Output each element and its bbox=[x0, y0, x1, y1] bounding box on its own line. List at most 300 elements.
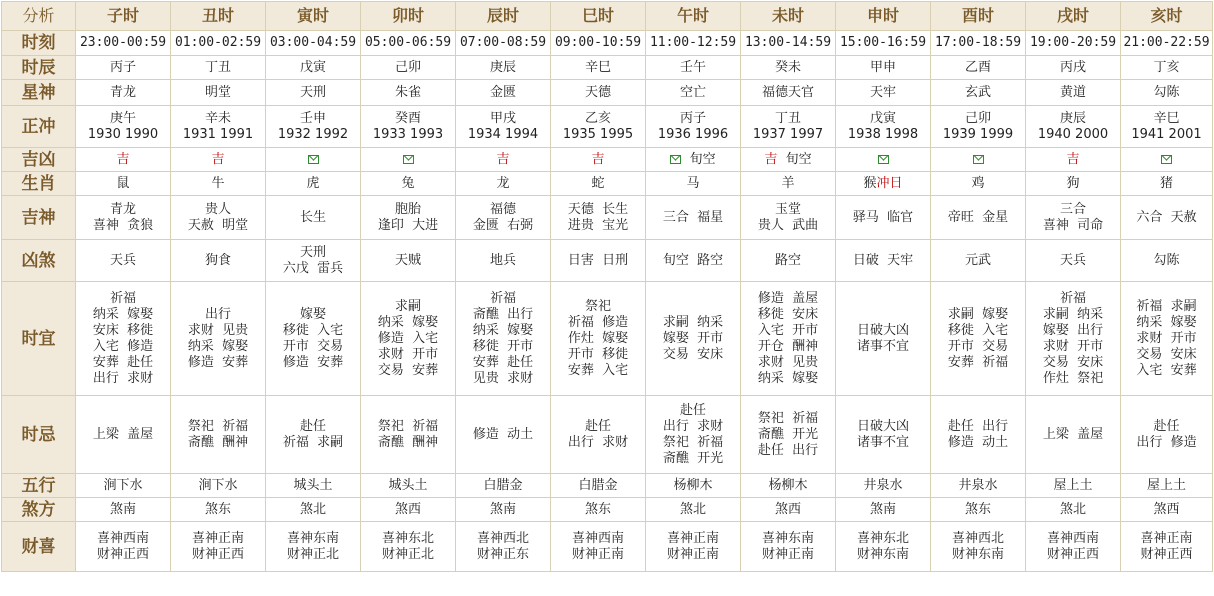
cell-line: 天刑 bbox=[299, 244, 326, 260]
jishen-cell bbox=[266, 196, 361, 240]
wuxing-cell: 城头土 bbox=[266, 474, 361, 498]
shichen-cell: 丁亥 bbox=[1121, 56, 1213, 80]
hour-header-8: 申时 bbox=[836, 2, 931, 31]
cell-line: 祈福 bbox=[109, 290, 136, 306]
animal-text: 虎 bbox=[306, 175, 320, 191]
cell-line: 天兵 bbox=[109, 252, 136, 268]
shichen-cell: 戊寅 bbox=[266, 56, 361, 80]
hour-header-7: 未时 bbox=[741, 2, 836, 31]
cell-line: 金匮 右弼 bbox=[472, 217, 534, 233]
cell-line: 嫁娶 出行 bbox=[1042, 322, 1104, 338]
shengxiao-cell bbox=[551, 172, 646, 196]
caixi-cell bbox=[551, 522, 646, 572]
cell-line: 赴任 出行 bbox=[947, 418, 1009, 434]
shiji-cell bbox=[1121, 396, 1213, 474]
cell-line: 贵人 bbox=[204, 201, 231, 217]
cell-line: 诸事不宜 bbox=[856, 338, 909, 354]
cell-line: 交易 安床 bbox=[1042, 354, 1104, 370]
shike-cell: 09:00-10:59 bbox=[551, 31, 646, 56]
cell-line: 路空 bbox=[774, 252, 801, 268]
jixiong-cell bbox=[1026, 148, 1121, 172]
ji-text: 吉 bbox=[496, 151, 510, 167]
row-jixiong bbox=[2, 148, 1213, 172]
hour-header-1: 丑时 bbox=[171, 2, 266, 31]
jishen-cell bbox=[1121, 196, 1213, 240]
xingshen-cell: 金匮 bbox=[456, 80, 551, 106]
row-label-caixi: 财喜 bbox=[2, 522, 76, 572]
cell-line: 财神东南 bbox=[951, 546, 1004, 562]
xiongsha-cell bbox=[266, 240, 361, 282]
cell-line: 安葬 赴任 bbox=[472, 354, 534, 370]
cell-line: 修造 安葬 bbox=[282, 354, 344, 370]
cell-line: 喜神 司命 bbox=[1042, 217, 1104, 233]
caixi-cell bbox=[741, 522, 836, 572]
animal-text: 兔 bbox=[401, 175, 415, 191]
xiongsha-cell bbox=[361, 240, 456, 282]
cell-line: 祭祀 祈福 bbox=[187, 418, 249, 434]
zhengchong-cell bbox=[361, 106, 456, 148]
cell-line: 贵人 武曲 bbox=[757, 217, 819, 233]
shengxiao-cell bbox=[741, 172, 836, 196]
xiongsha-cell bbox=[76, 240, 171, 282]
cell-line: 开市 移徙 bbox=[567, 346, 629, 362]
cell-line: 狗食 bbox=[204, 252, 231, 268]
shichen-cell: 乙酉 bbox=[931, 56, 1026, 80]
cell-line: 求嗣 嫁娶 bbox=[947, 306, 1009, 322]
cell-line: 旬空 路空 bbox=[662, 252, 724, 268]
shafang-cell: 煞南 bbox=[836, 498, 931, 522]
hour-header-4: 辰时 bbox=[456, 2, 551, 31]
ji-text: 吉 bbox=[591, 151, 605, 167]
cell-line: 喜神东北 bbox=[381, 530, 434, 546]
cell-line: 财神正西 bbox=[191, 546, 244, 562]
cell-line: 求财 见贵 bbox=[187, 322, 249, 338]
shike-cell: 17:00-18:59 bbox=[931, 31, 1026, 56]
cell-line: 喜神东南 bbox=[286, 530, 339, 546]
row-shengxiao bbox=[2, 172, 1213, 196]
row-label-xiongsha: 凶煞 bbox=[2, 240, 76, 282]
row-zhengchong bbox=[2, 106, 1213, 148]
xingshen-cell: 勾陈 bbox=[1121, 80, 1213, 106]
years-text: 1934 1994 bbox=[467, 126, 539, 142]
cell-line: 诸事不宜 bbox=[856, 434, 909, 450]
cell-line: 移徙 开市 bbox=[472, 338, 534, 354]
jishen-cell bbox=[1026, 196, 1121, 240]
row-label-shiji: 时忌 bbox=[2, 396, 76, 474]
years-text: 1935 1995 bbox=[562, 126, 634, 142]
ji-text: 吉 bbox=[116, 151, 130, 167]
shiyi-cell bbox=[836, 282, 931, 396]
row-shichen bbox=[2, 56, 1213, 80]
cell-line: 喜神西北 bbox=[951, 530, 1004, 546]
ganzhi-text: 庚午 bbox=[109, 110, 136, 126]
cell-line: 祭祀 祈福 bbox=[377, 418, 439, 434]
cell-line: 嫁娶 开市 bbox=[662, 330, 724, 346]
row-shiji bbox=[2, 396, 1213, 474]
cell-line: 修造 动土 bbox=[472, 426, 534, 442]
xingshen-cell: 青龙 bbox=[76, 80, 171, 106]
cell-line: 祈福 bbox=[489, 290, 516, 306]
cell-line: 长生 bbox=[299, 209, 326, 225]
shike-cell: 03:00-04:59 bbox=[266, 31, 361, 56]
shafang-cell: 煞西 bbox=[1121, 498, 1213, 522]
cell-line: 胞胎 bbox=[394, 201, 421, 217]
row-label-shiyi: 时宜 bbox=[2, 282, 76, 396]
caixi-cell bbox=[266, 522, 361, 572]
cell-line: 逢印 大进 bbox=[377, 217, 439, 233]
cell-line: 喜神正南 bbox=[666, 530, 719, 546]
almanac-hour-table bbox=[1, 1, 1213, 572]
cell-line: 财神正南 bbox=[666, 546, 719, 562]
ganzhi-text: 庚辰 bbox=[1059, 110, 1086, 126]
row-xiongsha bbox=[2, 240, 1213, 282]
shiji-cell bbox=[361, 396, 456, 474]
caixi-cell bbox=[456, 522, 551, 572]
ganzhi-text: 癸酉 bbox=[394, 110, 421, 126]
cell-line: 纳采 嫁娶 bbox=[472, 322, 534, 338]
cell-line: 上梁 盖屋 bbox=[1042, 426, 1104, 442]
years-text: 1936 1996 bbox=[657, 126, 729, 142]
jixiong-cell bbox=[836, 148, 931, 172]
xiongsha-cell bbox=[456, 240, 551, 282]
shiyi-cell bbox=[741, 282, 836, 396]
shiji-cell bbox=[551, 396, 646, 474]
xiongsha-cell bbox=[171, 240, 266, 282]
cell-line: 斋醮 开光 bbox=[662, 450, 724, 466]
cell-line: 求嗣 bbox=[394, 298, 421, 314]
shafang-cell: 煞西 bbox=[741, 498, 836, 522]
cell-line: 赴任 出行 bbox=[757, 442, 819, 458]
cell-line: 出行 修造 bbox=[1136, 434, 1197, 450]
cell-line: 玉堂 bbox=[774, 201, 801, 217]
cell-line: 安葬 赴任 bbox=[92, 354, 154, 370]
xiongsha-cell bbox=[836, 240, 931, 282]
years-text: 1938 1998 bbox=[847, 126, 919, 142]
hour-header-0: 子时 bbox=[76, 2, 171, 31]
animal-text: 鸡 bbox=[971, 175, 985, 191]
years-text: 1931 1991 bbox=[182, 126, 254, 142]
cell-line: 财神东南 bbox=[856, 546, 909, 562]
shiyi-cell bbox=[76, 282, 171, 396]
shafang-cell: 煞南 bbox=[76, 498, 171, 522]
header-row bbox=[2, 2, 1213, 31]
cell-line: 求财 开市 bbox=[1136, 330, 1197, 346]
xiong-envelope-icon bbox=[403, 155, 414, 164]
shike-cell: 13:00-14:59 bbox=[741, 31, 836, 56]
jixiong-extra: 旬空 bbox=[681, 151, 716, 167]
shiyi-cell bbox=[931, 282, 1026, 396]
row-label-shengxiao: 生肖 bbox=[2, 172, 76, 196]
cell-line: 祈福 修造 bbox=[567, 314, 629, 330]
cell-line: 纳采 嫁娶 bbox=[757, 370, 819, 386]
cell-line: 日破大凶 bbox=[856, 322, 909, 338]
jishen-cell bbox=[836, 196, 931, 240]
cell-line: 日破大凶 bbox=[856, 418, 909, 434]
cell-line: 修造 安葬 bbox=[187, 354, 249, 370]
shengxiao-cell bbox=[76, 172, 171, 196]
cell-line: 入宅 修造 bbox=[92, 338, 154, 354]
jixiong-cell bbox=[551, 148, 646, 172]
hour-header-5: 巳时 bbox=[551, 2, 646, 31]
cell-line: 财神正北 bbox=[286, 546, 339, 562]
cell-line: 天兵 bbox=[1059, 252, 1086, 268]
cell-line: 求财 开市 bbox=[1042, 338, 1104, 354]
corner-label: 分析 bbox=[2, 2, 76, 31]
caixi-cell bbox=[836, 522, 931, 572]
row-label-jixiong: 吉凶 bbox=[2, 148, 76, 172]
cell-line: 斋醮 开光 bbox=[757, 426, 819, 442]
cell-line: 见贵 求财 bbox=[472, 370, 534, 386]
cell-line: 勾陈 bbox=[1153, 252, 1180, 268]
years-text: 1941 2001 bbox=[1131, 126, 1202, 142]
cell-line: 纳采 嫁娶 bbox=[377, 314, 439, 330]
cell-line: 青龙 bbox=[109, 201, 136, 217]
shiyi-cell bbox=[266, 282, 361, 396]
shengxiao-cell bbox=[456, 172, 551, 196]
animal-text: 羊 bbox=[781, 175, 795, 191]
cell-line: 财神正西 bbox=[1046, 546, 1099, 562]
shiyi-cell bbox=[456, 282, 551, 396]
cell-line: 财神正南 bbox=[571, 546, 624, 562]
years-text: 1940 2000 bbox=[1037, 126, 1109, 142]
animal-text: 猴 bbox=[863, 175, 877, 191]
years-text: 1930 1990 bbox=[87, 126, 159, 142]
cell-line: 开市 交易 bbox=[282, 338, 344, 354]
xiongsha-cell bbox=[1121, 240, 1213, 282]
ganzhi-text: 己卯 bbox=[964, 110, 991, 126]
cell-line: 交易 安葬 bbox=[377, 362, 439, 378]
shichen-cell: 丙子 bbox=[76, 56, 171, 80]
shike-cell: 19:00-20:59 bbox=[1026, 31, 1121, 56]
cell-line: 开仓 酬神 bbox=[757, 338, 819, 354]
xiong-envelope-icon bbox=[670, 155, 681, 164]
cell-line: 斋醮 酬神 bbox=[377, 434, 439, 450]
shiji-cell bbox=[741, 396, 836, 474]
cell-line: 财神正南 bbox=[761, 546, 814, 562]
cell-line: 入宅 安葬 bbox=[1136, 362, 1197, 378]
cell-line: 求财 开市 bbox=[377, 346, 439, 362]
wuxing-cell: 白腊金 bbox=[551, 474, 646, 498]
row-xingshen bbox=[2, 80, 1213, 106]
shengxiao-cell bbox=[836, 172, 931, 196]
cell-line: 出行 求财 bbox=[92, 370, 154, 386]
row-label-zhengchong: 正冲 bbox=[2, 106, 76, 148]
cell-line: 驿马 临官 bbox=[852, 209, 914, 225]
shichen-cell: 壬午 bbox=[646, 56, 741, 80]
shichen-cell: 庚辰 bbox=[456, 56, 551, 80]
shichen-cell: 辛巳 bbox=[551, 56, 646, 80]
jixiong-cell bbox=[456, 148, 551, 172]
chong-ri-text: 冲日 bbox=[876, 175, 903, 191]
cell-line: 六合 天赦 bbox=[1136, 209, 1197, 225]
jishen-cell bbox=[646, 196, 741, 240]
jixiong-extra: 旬空 bbox=[777, 151, 812, 167]
cell-line: 财神正西 bbox=[96, 546, 149, 562]
cell-line: 斋醮 酬神 bbox=[187, 434, 249, 450]
ganzhi-text: 甲戌 bbox=[489, 110, 516, 126]
xingshen-cell: 福德天官 bbox=[741, 80, 836, 106]
shafang-cell: 煞北 bbox=[646, 498, 741, 522]
shengxiao-cell bbox=[1026, 172, 1121, 196]
cell-line: 嫁娶 bbox=[299, 306, 326, 322]
row-wuxing bbox=[2, 474, 1213, 498]
caixi-cell bbox=[361, 522, 456, 572]
ganzhi-text: 丙子 bbox=[679, 110, 706, 126]
jishen-cell bbox=[456, 196, 551, 240]
cell-line: 安葬 祈福 bbox=[947, 354, 1009, 370]
cell-line: 祈福 求嗣 bbox=[282, 434, 344, 450]
xingshen-cell: 天刑 bbox=[266, 80, 361, 106]
shiji-cell bbox=[456, 396, 551, 474]
ganzhi-text: 壬申 bbox=[299, 110, 326, 126]
shichen-cell: 癸未 bbox=[741, 56, 836, 80]
row-shafang bbox=[2, 498, 1213, 522]
jishen-cell bbox=[741, 196, 836, 240]
zhengchong-cell bbox=[836, 106, 931, 148]
zhengchong-cell bbox=[1026, 106, 1121, 148]
row-shiyi bbox=[2, 282, 1213, 396]
shiyi-cell bbox=[551, 282, 646, 396]
xiongsha-cell bbox=[741, 240, 836, 282]
cell-line: 修造 动土 bbox=[947, 434, 1009, 450]
cell-line: 移徙 入宅 bbox=[947, 322, 1009, 338]
wuxing-cell: 井泉水 bbox=[931, 474, 1026, 498]
shengxiao-cell bbox=[646, 172, 741, 196]
wuxing-cell: 涧下水 bbox=[171, 474, 266, 498]
years-text: 1932 1992 bbox=[277, 126, 349, 142]
hour-header-6: 午时 bbox=[646, 2, 741, 31]
shiyi-cell bbox=[361, 282, 456, 396]
shengxiao-cell bbox=[171, 172, 266, 196]
zhengchong-cell bbox=[551, 106, 646, 148]
jishen-cell bbox=[551, 196, 646, 240]
shichen-cell: 甲申 bbox=[836, 56, 931, 80]
caixi-cell bbox=[76, 522, 171, 572]
shike-cell: 21:00-22:59 bbox=[1121, 31, 1213, 56]
row-label-shafang: 煞方 bbox=[2, 498, 76, 522]
cell-line: 喜神东北 bbox=[856, 530, 909, 546]
hour-header-9: 酉时 bbox=[931, 2, 1026, 31]
shichen-cell: 丙戌 bbox=[1026, 56, 1121, 80]
xiong-envelope-icon bbox=[308, 155, 319, 164]
ganzhi-text: 戊寅 bbox=[869, 110, 896, 126]
shiji-cell bbox=[171, 396, 266, 474]
cell-line: 祭祀 祈福 bbox=[757, 410, 819, 426]
zhengchong-cell bbox=[456, 106, 551, 148]
shafang-cell: 煞东 bbox=[931, 498, 1026, 522]
xiong-envelope-icon bbox=[1161, 155, 1172, 164]
cell-line: 修造 入宅 bbox=[377, 330, 439, 346]
cell-line: 修造 盖屋 bbox=[757, 290, 819, 306]
shafang-cell: 煞东 bbox=[551, 498, 646, 522]
xingshen-cell: 明堂 bbox=[171, 80, 266, 106]
hour-header-11: 亥时 bbox=[1121, 2, 1213, 31]
xingshen-cell: 天德 bbox=[551, 80, 646, 106]
hour-header-2: 寅时 bbox=[266, 2, 361, 31]
cell-line: 福德 bbox=[489, 201, 516, 217]
zhengchong-cell bbox=[266, 106, 361, 148]
cell-line: 天贼 bbox=[394, 252, 421, 268]
cell-line: 斋醮 出行 bbox=[472, 306, 534, 322]
cell-line: 纳采 嫁娶 bbox=[1136, 314, 1197, 330]
cell-line: 喜神西南 bbox=[1046, 530, 1099, 546]
ganzhi-text: 辛未 bbox=[204, 110, 231, 126]
cell-line: 喜神 贪狼 bbox=[92, 217, 154, 233]
wuxing-cell: 白腊金 bbox=[456, 474, 551, 498]
shengxiao-cell bbox=[931, 172, 1026, 196]
cell-line: 三合 bbox=[1059, 201, 1086, 217]
ji-text: 吉 bbox=[1066, 151, 1080, 167]
row-label-xingshen: 星神 bbox=[2, 80, 76, 106]
zhengchong-cell bbox=[741, 106, 836, 148]
cell-line: 赴任 bbox=[299, 418, 326, 434]
zhengchong-cell bbox=[646, 106, 741, 148]
shiyi-cell bbox=[1026, 282, 1121, 396]
shike-cell: 05:00-06:59 bbox=[361, 31, 456, 56]
cell-line: 求嗣 纳采 bbox=[662, 314, 724, 330]
shafang-cell: 煞西 bbox=[361, 498, 456, 522]
shiji-cell bbox=[266, 396, 361, 474]
xiong-envelope-icon bbox=[973, 155, 984, 164]
cell-line: 入宅 开市 bbox=[757, 322, 819, 338]
jixiong-cell bbox=[171, 148, 266, 172]
shiji-cell bbox=[76, 396, 171, 474]
animal-text: 鼠 bbox=[116, 175, 130, 191]
shiji-cell bbox=[646, 396, 741, 474]
shiji-cell bbox=[1026, 396, 1121, 474]
animal-text: 龙 bbox=[496, 175, 510, 191]
cell-line: 交易 安床 bbox=[662, 346, 724, 362]
cell-line: 财神正北 bbox=[381, 546, 434, 562]
cell-line: 财神正西 bbox=[1140, 546, 1193, 562]
cell-line: 三合 福星 bbox=[662, 209, 724, 225]
wuxing-cell: 杨柳木 bbox=[646, 474, 741, 498]
ganzhi-text: 乙亥 bbox=[584, 110, 611, 126]
wuxing-cell: 杨柳木 bbox=[741, 474, 836, 498]
cell-line: 日破 天牢 bbox=[852, 252, 914, 268]
xingshen-cell: 空亡 bbox=[646, 80, 741, 106]
animal-text: 牛 bbox=[211, 175, 225, 191]
cell-line: 元武 bbox=[964, 252, 991, 268]
cell-line: 天德 长生 bbox=[567, 201, 629, 217]
cell-line: 移徙 安床 bbox=[757, 306, 819, 322]
xiongsha-cell bbox=[646, 240, 741, 282]
cell-line: 喜神正南 bbox=[191, 530, 244, 546]
years-text: 1933 1993 bbox=[372, 126, 444, 142]
cell-line: 进贵 宝光 bbox=[567, 217, 629, 233]
cell-line: 财神正东 bbox=[476, 546, 529, 562]
cell-line: 开市 交易 bbox=[947, 338, 1009, 354]
cell-line: 安葬 入宅 bbox=[567, 362, 629, 378]
hour-header-10: 戌时 bbox=[1026, 2, 1121, 31]
ji-text: 吉 bbox=[211, 151, 225, 167]
xingshen-cell: 朱雀 bbox=[361, 80, 456, 106]
wuxing-cell: 涧下水 bbox=[76, 474, 171, 498]
shiyi-cell bbox=[646, 282, 741, 396]
cell-line: 赴任 bbox=[1153, 418, 1180, 434]
cell-line: 地兵 bbox=[489, 252, 516, 268]
shike-cell: 11:00-12:59 bbox=[646, 31, 741, 56]
caixi-cell bbox=[171, 522, 266, 572]
animal-text: 蛇 bbox=[591, 175, 605, 191]
cell-line: 出行 求财 bbox=[662, 418, 724, 434]
row-label-jishen: 吉神 bbox=[2, 196, 76, 240]
jishen-cell bbox=[171, 196, 266, 240]
cell-line: 出行 bbox=[204, 306, 231, 322]
xingshen-cell: 天牢 bbox=[836, 80, 931, 106]
caixi-cell bbox=[646, 522, 741, 572]
cell-line: 纳采 嫁娶 bbox=[92, 306, 154, 322]
